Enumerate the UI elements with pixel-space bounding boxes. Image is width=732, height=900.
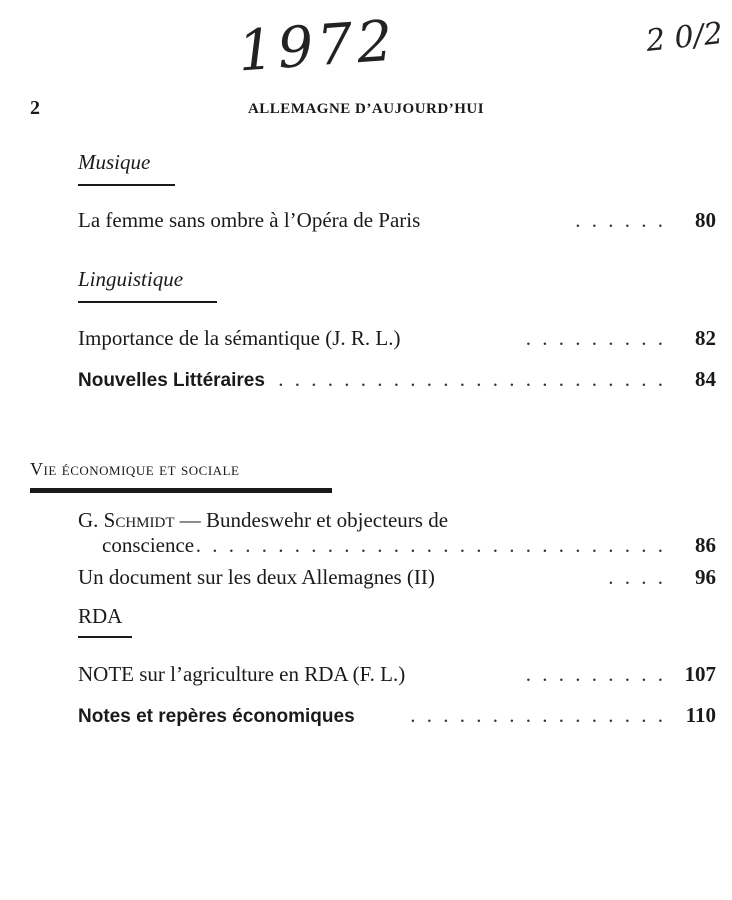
leader-dots: . . . . . . . . . . . . . . . . — [410, 703, 666, 727]
running-title: ALLEMAGNE D’AUJOURD’HUI — [247, 101, 485, 117]
leader-dots: . . . . . . — [575, 208, 666, 232]
page-number: 2 — [30, 97, 40, 119]
leader-dots: . . . . — [608, 565, 666, 589]
section-rule — [78, 301, 217, 303]
entry-page: 86 — [695, 533, 716, 557]
entry-page: 110 — [685, 703, 716, 727]
section-title-linguistique: Linguistique — [78, 267, 184, 291]
section-rule — [78, 636, 132, 638]
entry-label: Notes et repères économiques — [78, 706, 355, 727]
leader-dots: . . . . . . . . . — [525, 662, 666, 686]
toc-entry[interactable] — [102, 533, 716, 563]
entry-label: Importance de la sémantique (J. R. L.) — [78, 326, 401, 350]
toc-entry[interactable] — [78, 326, 716, 356]
leader-dots: . . . . . . . . . — [525, 326, 666, 350]
section-rule-thick — [30, 488, 332, 493]
entry-page: 84 — [695, 367, 716, 391]
entry-label: conscience — [102, 533, 195, 557]
subsection-title-rda: RDA — [78, 604, 123, 628]
toc-entry-schmidt-line1[interactable] — [78, 508, 448, 533]
leader-dots: . . . . . . . . . . . . . . . . . . . . . . . . — [278, 367, 666, 391]
section-title-vie-economique: Vie économique et sociale — [30, 459, 240, 479]
entry-page: 82 — [695, 326, 716, 350]
entry-page: 80 — [695, 208, 716, 232]
entry-label: Nouvelles Littéraires — [78, 370, 265, 391]
toc-entry[interactable] — [78, 662, 716, 692]
handwritten-note: 2 0/2 — [644, 16, 725, 59]
section-rule — [78, 184, 175, 186]
entry-author: G. Schmidt — [78, 508, 175, 532]
toc-entry[interactable] — [78, 208, 716, 238]
entry-label: Un document sur les deux Allemagnes (II) — [78, 565, 435, 589]
leader-dots: . . . . . . . . . . . . . . . . . . . . . . . . . . . . . — [195, 533, 666, 557]
toc-entry[interactable] — [78, 565, 716, 595]
entry-page: 96 — [695, 565, 716, 589]
toc-entry[interactable] — [78, 703, 716, 733]
handwritten-year: 1972 — [235, 8, 399, 85]
entry-page: 107 — [684, 662, 716, 686]
entry-label: NOTE sur l’agriculture en RDA (F. L.) — [78, 662, 406, 686]
entry-label: — Bundeswehr et objecteurs de — [174, 508, 449, 532]
toc-entry[interactable] — [78, 367, 716, 397]
entry-label: La femme sans ombre à l’Opéra de Paris — [78, 208, 421, 232]
section-title-musique: Musique — [78, 150, 151, 174]
